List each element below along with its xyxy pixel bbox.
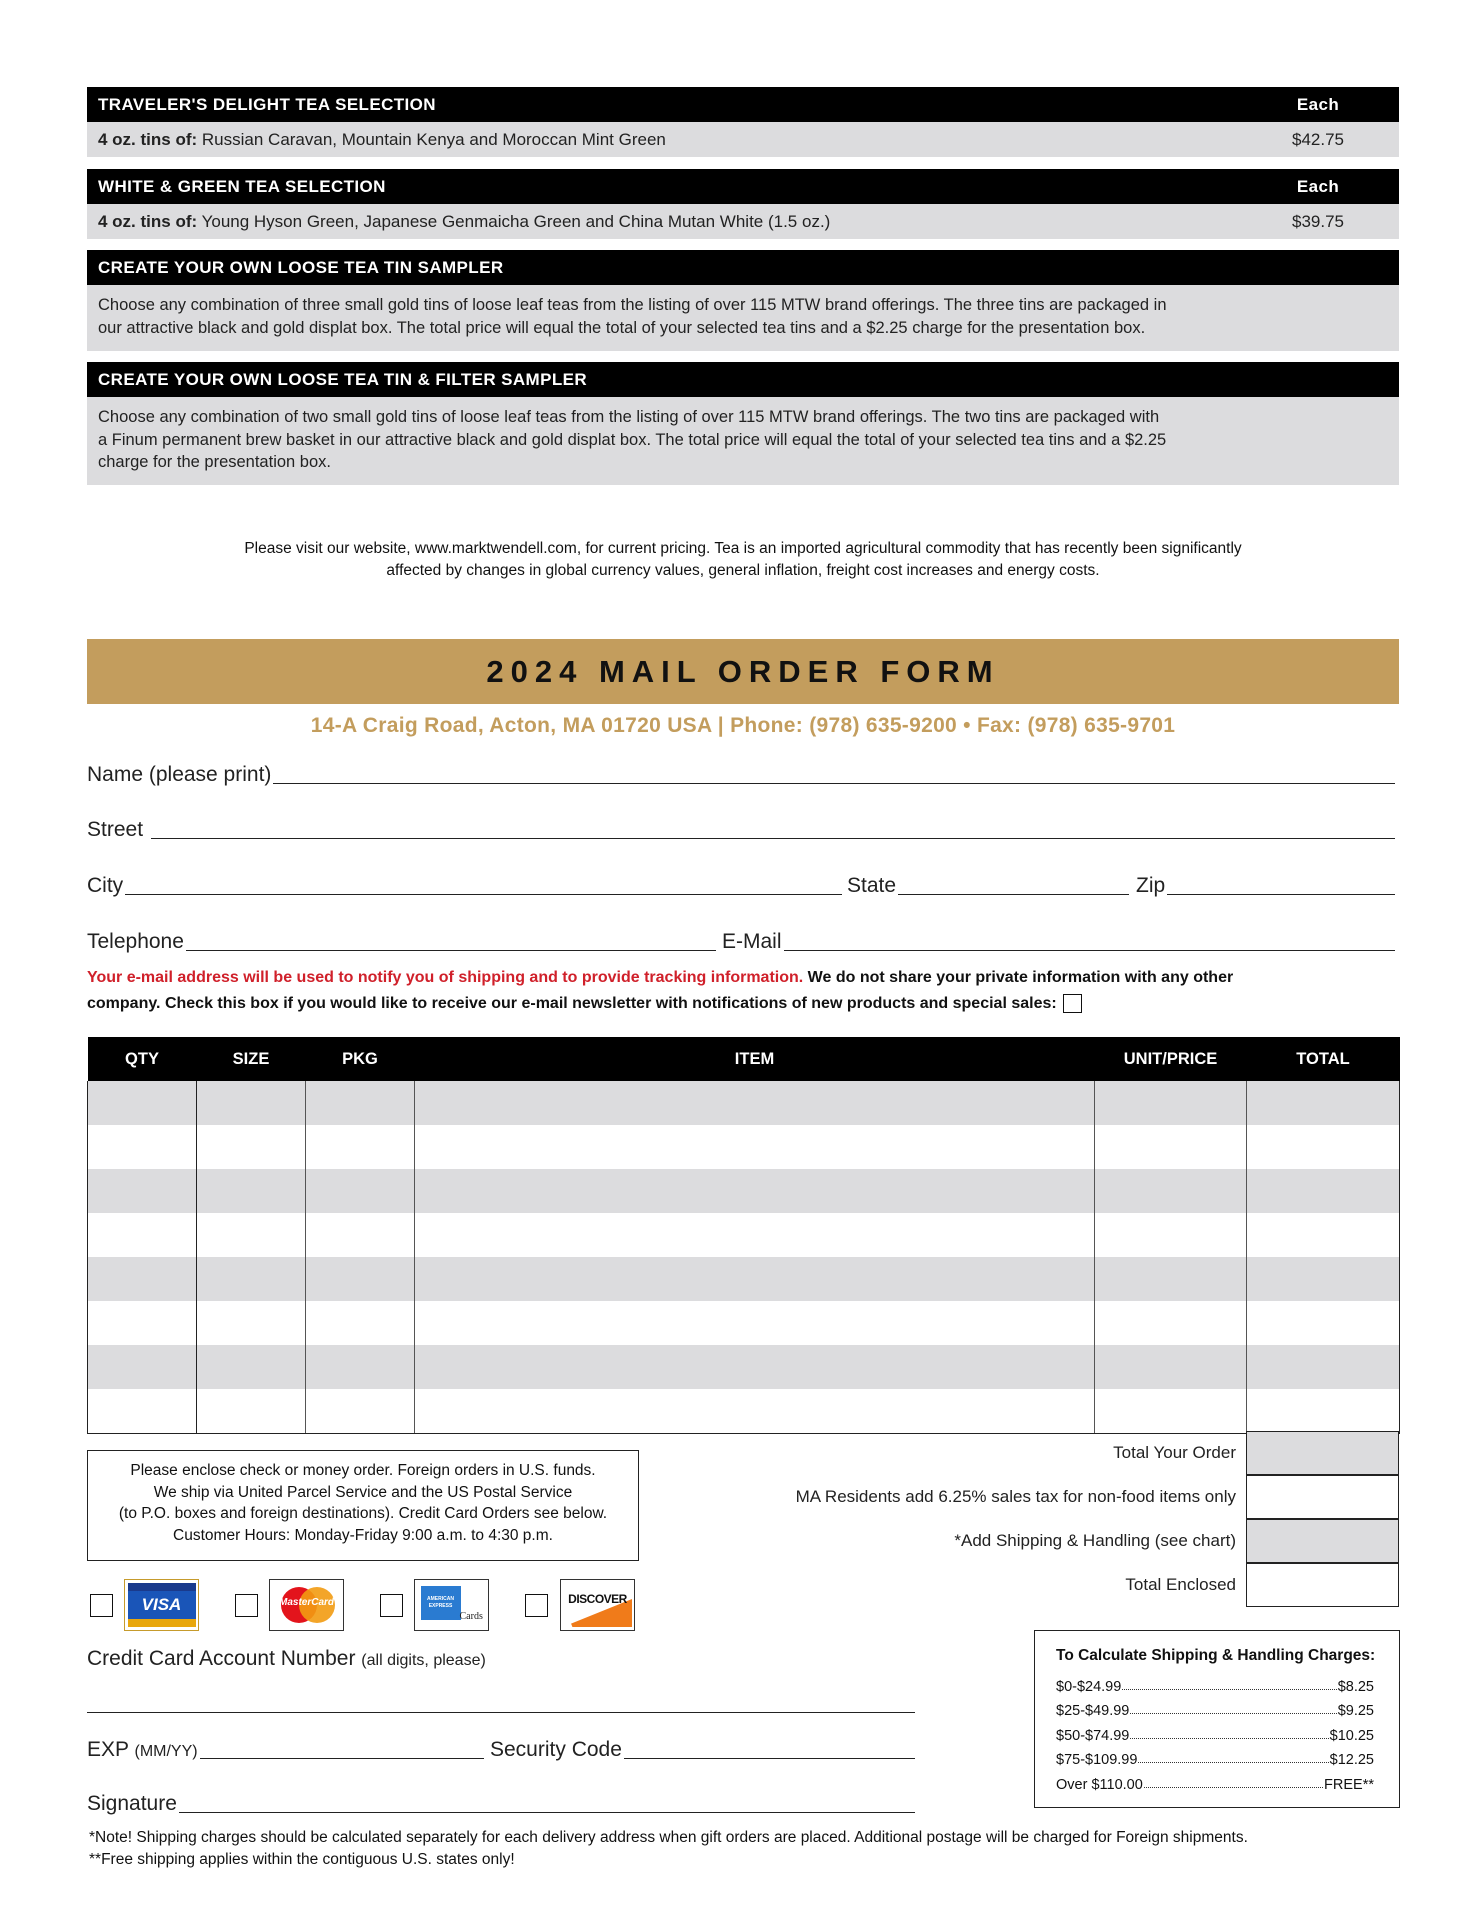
order-table: [87, 1037, 1400, 1434]
price: $42.75: [1292, 129, 1344, 149]
col-unit-price: UNIT/PRICE: [1095, 1037, 1247, 1081]
zip-field[interactable]: [1136, 868, 1395, 898]
col-item: ITEM: [415, 1037, 1095, 1081]
shipping-box[interactable]: [1246, 1519, 1399, 1563]
tin-size-label: 4 oz. tins of:: [98, 211, 198, 231]
table-row[interactable]: [88, 1125, 1400, 1169]
signature-label: Signature: [87, 1792, 177, 1815]
state-label: State: [847, 874, 897, 897]
email-field[interactable]: [722, 924, 1395, 954]
shipping-rate-row: $75-$109.99 $12.25: [1056, 1752, 1374, 1768]
telephone-field[interactable]: [87, 924, 716, 954]
description-line: Choose any combination of three small gold tins of loose leaf teas from the listing of over 115 MTW brand offerings. The three tins are packaged in: [98, 296, 1167, 314]
company-address: 14-A Craig Road, Acton, MA 01720 USA | Phone: (978) 635-9200 • Fax: (978) 635-9701: [310, 714, 1176, 737]
white-green-header: [87, 169, 1399, 204]
sales-tax-box[interactable]: [1246, 1475, 1399, 1519]
table-row[interactable]: [88, 1345, 1400, 1389]
shipping-chart-title: To Calculate Shipping & Handling Charges:: [1056, 1647, 1376, 1664]
table-row[interactable]: [88, 1169, 1400, 1213]
card-number-label: Credit Card Account Number (all digits, please): [87, 1647, 486, 1670]
newsletter-text: company. Check this box if you would like to receive our e-mail newsletter with notifications of new products and special sales:: [87, 995, 1057, 1012]
mastercard-logo: MasterCard: [269, 1579, 344, 1631]
free-shipping-footnote: **Free shipping applies within the contiguous U.S. states only!: [89, 1851, 515, 1868]
table-row[interactable]: [88, 1257, 1400, 1301]
tin-size-label: 4 oz. tins of:: [98, 129, 198, 149]
footnotes: [89, 1827, 1409, 1871]
security-code-label: Security Code: [490, 1738, 622, 1761]
telephone-line[interactable]: [186, 932, 716, 951]
travelers-delight-header: [87, 87, 1399, 122]
security-code-field[interactable]: [490, 1732, 915, 1762]
signature-field[interactable]: [87, 1786, 915, 1816]
col-pkg: PKG: [306, 1037, 415, 1081]
exp-line[interactable]: [200, 1740, 484, 1759]
price-column-label: Each: [1296, 176, 1340, 196]
amex-logo: AMERICAN EXPRESS Cards: [414, 1579, 489, 1631]
discover-checkbox[interactable]: [525, 1594, 548, 1617]
shipping-chart: [1034, 1630, 1400, 1808]
city-field[interactable]: [87, 868, 842, 898]
section-title: WHITE & GREEN TEA SELECTION: [98, 176, 386, 196]
visa-checkbox[interactable]: [90, 1594, 113, 1617]
shipping-row: [700, 1519, 1246, 1563]
street-label: Street: [87, 818, 144, 841]
description-line: a Finum permanent brew basket in our attractive black and gold displat box. The total price will equal the total of your selected tea tins and a $2.25: [98, 430, 1167, 449]
privacy-red-text: Your e-mail address will be used to notify you of shipping and to provide tracking information.: [87, 969, 804, 986]
table-row[interactable]: [88, 1213, 1400, 1257]
total-enclosed-label: Total Enclosed: [1125, 1575, 1236, 1594]
pricing-notice: Please visit our website, www.marktwendell.com, for current pricing. Tea is an imported agricultural commodity that has recently been significantly affected by changes in global currency values, general inflation, freight cost increases and energy costs.: [244, 540, 1242, 579]
total-enclosed-box[interactable]: [1246, 1563, 1399, 1607]
email-line[interactable]: [784, 932, 1395, 951]
shipping-label: *Add Shipping & Handling (see chart): [954, 1531, 1236, 1550]
sales-tax-row: [700, 1475, 1246, 1519]
total-enclosed-row: [700, 1563, 1246, 1607]
table-header: [88, 1037, 1400, 1081]
privacy-notice: [87, 965, 1407, 1017]
table-row[interactable]: [88, 1389, 1400, 1434]
description-line: Choose any combination of two small gold tins of loose leaf teas from the listing of over 115 MTW brand offerings. The two tins are packaged with: [98, 408, 1160, 426]
filter-sampler-header: [87, 362, 1399, 397]
card-number-line[interactable]: [87, 1712, 915, 1713]
description-line: charge for the presentation box.: [98, 453, 331, 471]
travelers-delight-row: [87, 122, 1399, 157]
shipping-rate-row: Over $110.00 FREE**: [1056, 1776, 1374, 1793]
shipping-footnote: *Note! Shipping charges should be calculated separately for each delivery address when gift orders are placed. Additional postage will be charged for Foreign shipments.: [89, 1829, 1248, 1846]
email-label: E-Mail: [722, 930, 782, 953]
shipping-rate-row: $25-$49.99 $9.25: [1056, 1703, 1374, 1719]
description-line: our attractive black and gold displat box. The total price will equal the total of your selected tea tins and a $2.25 charge for the presentation box.: [98, 318, 1146, 337]
section-title: CREATE YOUR OWN LOOSE TEA TIN SAMPLER: [98, 257, 504, 277]
total-order-box[interactable]: [1246, 1431, 1399, 1475]
name-field[interactable]: [87, 757, 1395, 787]
table-row[interactable]: [88, 1301, 1400, 1345]
mastercard-checkbox[interactable]: [235, 1594, 258, 1617]
total-order-label: Total Your Order: [1113, 1443, 1236, 1462]
tea-list: Russian Caravan, Mountain Kenya and Moroccan Mint Green: [197, 129, 666, 149]
tin-sampler-description: [87, 285, 1399, 351]
section-title: CREATE YOUR OWN LOOSE TEA TIN & FILTER SAMPLER: [98, 369, 588, 389]
shipping-rate-row: $0-$24.99 $8.25: [1056, 1678, 1374, 1695]
discover-logo: DISCOVER: [560, 1579, 635, 1631]
city-line[interactable]: [125, 876, 842, 895]
col-qty: QTY: [88, 1037, 197, 1081]
tea-list: Young Hyson Green, Japanese Genmaicha Green and China Mutan White (1.5 oz.): [197, 211, 831, 231]
security-code-line[interactable]: [624, 1740, 915, 1759]
state-field[interactable]: [847, 868, 1129, 898]
payment-info-box: Please enclose check or money order. Foreign orders in U.S. funds. We ship via United Parcel Service and the US Postal Service (to P.O. boxes and foreign destinations). Credit Card Orders see below. Customer Hours: Monday-Friday 9:00 a.m. to 4:30 p.m.: [87, 1450, 639, 1561]
amex-checkbox[interactable]: [380, 1594, 403, 1617]
zip-label: Zip: [1136, 874, 1166, 897]
tin-sampler-header: [87, 250, 1399, 285]
table-row[interactable]: [88, 1081, 1400, 1125]
name-line[interactable]: [273, 765, 1395, 784]
telephone-label: Telephone: [87, 930, 184, 953]
city-label: City: [87, 874, 124, 897]
section-title: TRAVELER'S DELIGHT TEA SELECTION: [98, 94, 436, 114]
name-label: Name (please print): [87, 763, 272, 786]
visa-logo: VISA: [124, 1579, 199, 1631]
col-total: TOTAL: [1247, 1037, 1400, 1081]
sales-tax-label: MA Residents add 6.25% sales tax for non-food items only: [795, 1487, 1236, 1506]
street-field[interactable]: [87, 812, 1395, 842]
signature-line[interactable]: [179, 1794, 915, 1813]
price: $39.75: [1292, 211, 1344, 231]
zip-line[interactable]: [1167, 876, 1395, 895]
state-line[interactable]: [898, 876, 1129, 895]
exp-label: EXP: [87, 1738, 129, 1761]
shipping-rate-row: $50-$74.99 $10.25: [1056, 1727, 1374, 1744]
col-size: SIZE: [197, 1037, 306, 1081]
street-line[interactable]: [151, 820, 1395, 839]
privacy-text: We do not share your private information with any other: [803, 969, 1234, 986]
white-green-row: [87, 204, 1399, 239]
order-form-title: 2024 MAIL ORDER FORM: [87, 639, 1399, 704]
price-column-label: Each: [1296, 94, 1340, 114]
exp-field[interactable]: EXP (MM/YY): [87, 1732, 484, 1762]
total-order-row: [700, 1431, 1246, 1475]
newsletter-checkbox[interactable]: [1063, 994, 1082, 1013]
filter-sampler-description: [87, 397, 1399, 485]
